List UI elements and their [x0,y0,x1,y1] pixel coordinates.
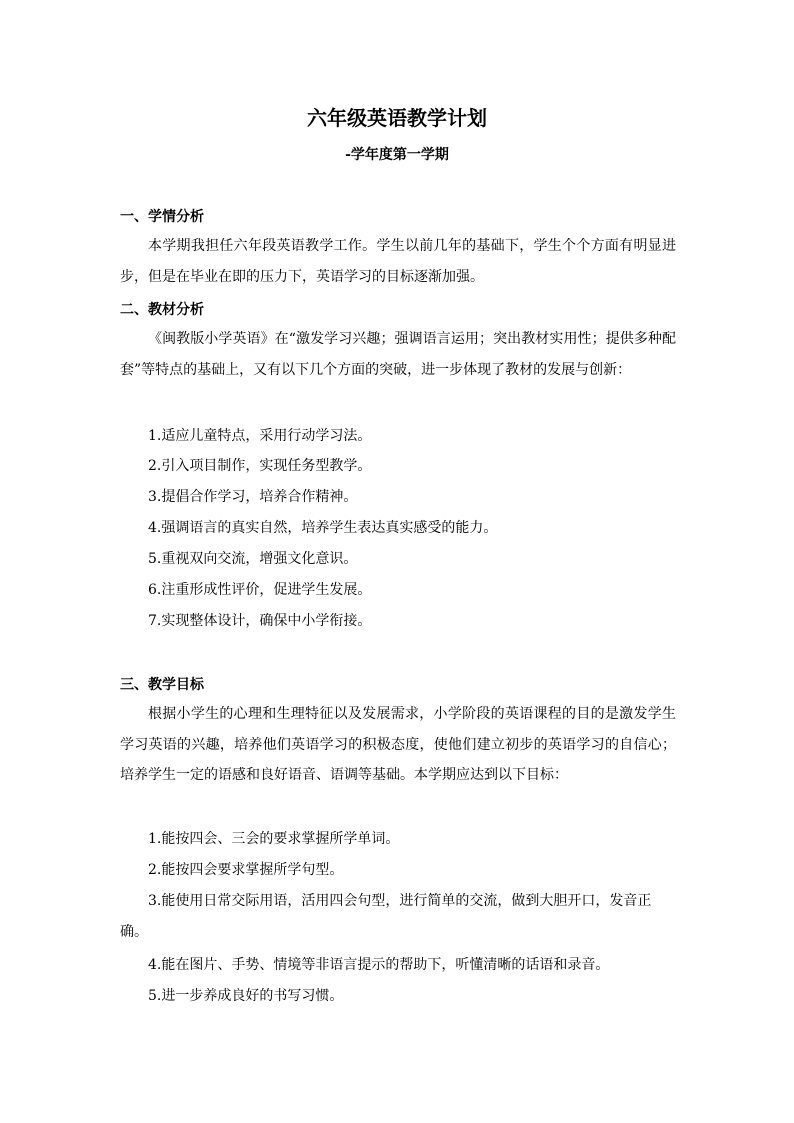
document-subtitle: -学年度第一学期 [345,147,449,163]
textbook-item: 2.引入项目制作，实现任务型教学。 [148,458,372,474]
goal-item: 3.能使用日常交际用语，活用四会句型，进行简单的交流，做到大胆开口，发音正确。 [120,893,652,940]
section-heading-learner-analysis: 一、学情分析 [120,209,204,225]
section-heading-textbook-analysis: 二、教材分析 [120,302,204,318]
goal-item: 1.能按四会、三会的要求掌握所学单词。 [148,831,400,847]
textbook-item: 4.强调语言的真实自然，培养学生表达真实感受的能力。 [148,520,498,536]
textbook-analysis-paragraph: 《闽教版小学英语》在“激发学习兴趣；强调语言运用；突出教材实用性；提供多种配套”等特点的基础上，又有以下几个方面的突破，进一步体现了教材的发展与创新： [120,331,676,378]
goal-item: 4.能在图片、手势、情境等非语言提示的帮助下，听懂清晰的话语和录音。 [148,957,610,973]
textbook-item: 3.提倡合作学习，培养合作精神。 [148,489,358,505]
teaching-goals-paragraph: 根据小学生的心理和生理特征以及发展需求，小学阶段的英语课程的目的是激发学生学习英语的兴趣，培养他们英语学习的积极态度，使他们建立初步的英语学习的自信心；培养学生一定的语感和良好语音、语调等基础。本学期应达到以下目标： [120,706,676,783]
textbook-item: 6.注重形成性评价，促进学生发展。 [148,582,372,598]
goal-item: 5.进一步养成良好的书写习惯。 [148,988,344,1004]
textbook-item: 7.实现整体设计，确保中小学衔接。 [148,613,372,629]
goal-item: 2.能按四会要求掌握所学句型。 [148,862,344,878]
textbook-item: 1.适应儿童特点，采用行动学习法。 [148,428,372,444]
document-title: 六年级英语教学计划 [307,106,487,130]
learner-analysis-paragraph: 本学期我担任六年段英语教学工作。学生以前几年的基础下，学生个个方面有明显进步，但是在毕业在即的压力下，英语学习的目标逐渐加强。 [120,238,676,285]
section-heading-teaching-goals: 三、教学目标 [120,677,204,693]
textbook-item: 5.重视双向交流，增强文化意识。 [148,551,358,567]
